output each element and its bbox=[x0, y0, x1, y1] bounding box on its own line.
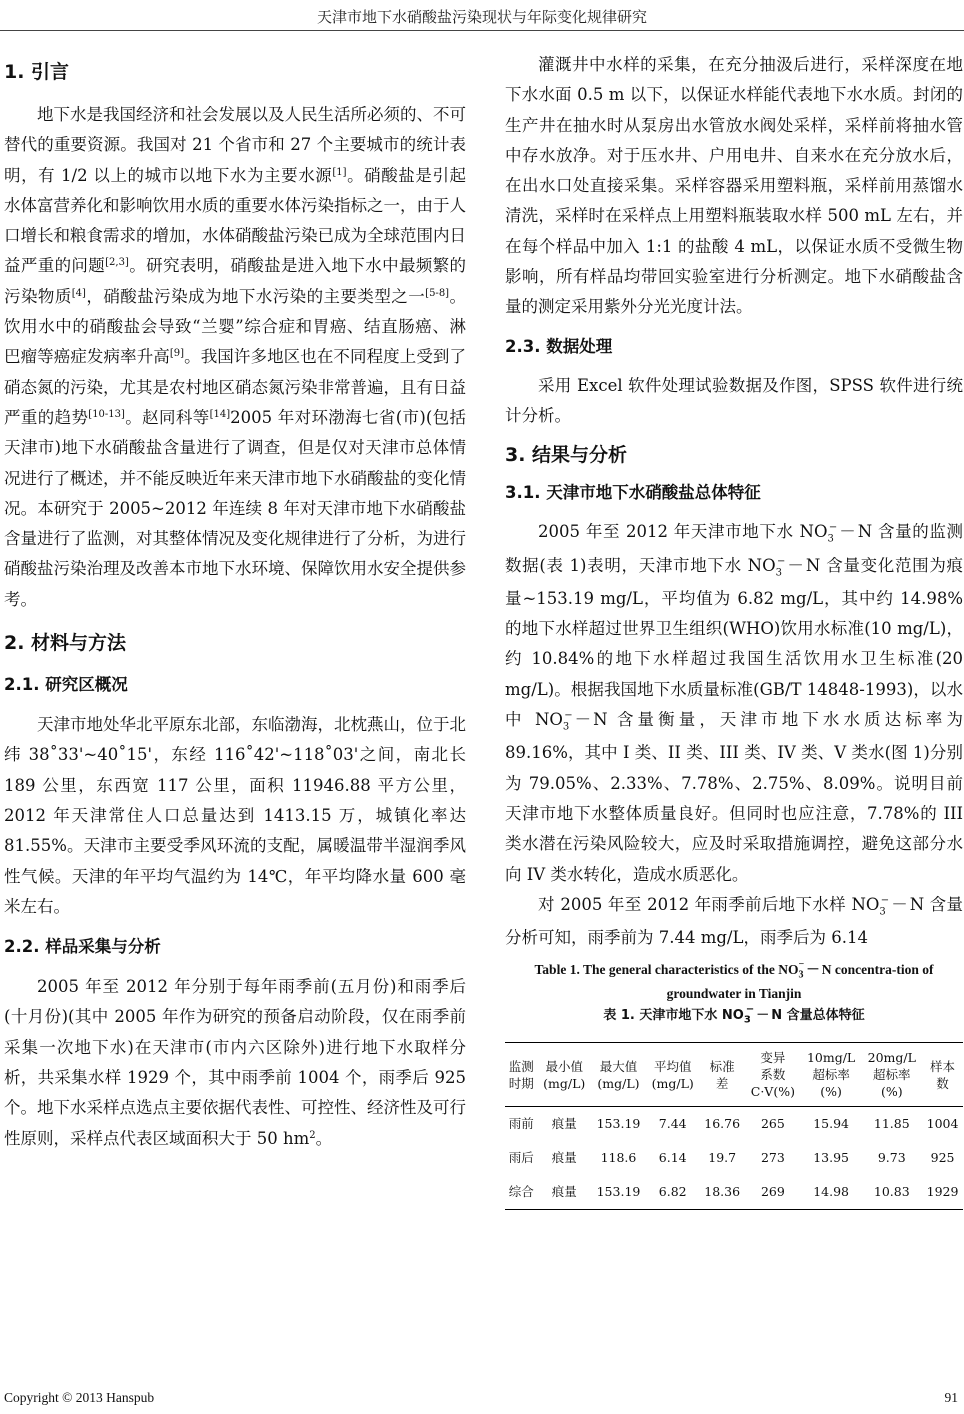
text-run: 。饮用水中的硝酸盐会导致“兰婴”综合症和胃癌、结直肠癌、淋巴瘤等癌症发病率升高 bbox=[4, 286, 467, 367]
table-cell: 18.36 bbox=[699, 1175, 745, 1210]
table-cell: 1929 bbox=[922, 1175, 963, 1210]
table-caption-en bbox=[505, 959, 963, 1005]
caption-text: 含量总体特征 bbox=[782, 1008, 865, 1024]
chem-sub: 3 bbox=[743, 1015, 751, 1027]
chem-n: N bbox=[771, 1008, 783, 1024]
table-cell: 7.44 bbox=[658, 1116, 687, 1132]
section-heading-results: 3. 结果与分析 bbox=[505, 444, 628, 467]
table-cell: 153.19 bbox=[596, 1116, 641, 1132]
chem-ion: NO bbox=[721, 1008, 744, 1024]
citation: [4] bbox=[71, 287, 86, 299]
text-run: 。硝酸盐是引起水体富营养化和影响饮用水质的重要水体污染指标之一，由于人口增长和粮食需求的增加，水体硝酸盐污染已成为全球范围内日益严重的问题 bbox=[4, 165, 467, 276]
chem-dash: － bbox=[574, 710, 592, 730]
table-cell: 15.94 bbox=[813, 1116, 849, 1132]
chem-dash: － bbox=[756, 1008, 770, 1024]
running-head: 天津市地下水硝酸盐污染现状与年际变化规律研究 bbox=[316, 8, 647, 26]
table-cell: 综合 bbox=[505, 1175, 538, 1210]
table-row bbox=[505, 1175, 963, 1210]
chem-sub: 3 bbox=[827, 533, 834, 545]
text-run: 含量变化范围为痕量~153.19 mg/L，平均值为 6.82 mg/L，其中约 14.98%的地下水样超过世界卫生组织(WHO)饮用水标准(10 mg/L)，约 10.84%的地下水样超过我国生活饮用水卫生标准(20 mg/L)。根据我国地下水质量标准(GB/T 14848-1993)，以水中 bbox=[505, 555, 963, 730]
chem-charge: − bbox=[828, 522, 838, 534]
chem-charge: − bbox=[798, 959, 805, 971]
paragraph-study-area: 天津市地处华北平原东北部，东临渤海，北枕燕山，位于北纬 38˚33'~40˚15'，东经 116˚42'~118˚03'之间，南北长 189 公里，东西宽 117 公里，面积 11946.88 平方公里，2012 年天津常住人口总量达到 1413.15 万，城镇化率达 81.55%。天津市主要受季风环流的支配，属暖温带半湿润季风性气候。天津的年平均气温约为 14℃，年平均降水量 600 毫米左右。 bbox=[4, 715, 466, 916]
chem-n: N bbox=[821, 962, 832, 978]
table-cell: 925 bbox=[930, 1150, 955, 1166]
paragraph-results-1 bbox=[505, 517, 963, 890]
header-rule bbox=[0, 30, 964, 31]
table-header-cell: 10mg/L 超标率 (%) bbox=[801, 1043, 862, 1107]
table-cell: 19.7 bbox=[708, 1150, 737, 1166]
table-cell: 14.98 bbox=[801, 1175, 862, 1210]
nitrate-formula bbox=[534, 710, 608, 733]
chem-dash: － bbox=[806, 962, 820, 978]
subsection-heading-data: 2.3. 数据处理 bbox=[505, 336, 613, 356]
text-run: 。赵同科等 bbox=[124, 407, 210, 427]
chem-n: N bbox=[593, 710, 608, 730]
nitrate-formula bbox=[747, 555, 821, 578]
chem-ion: NO bbox=[778, 962, 799, 978]
nitrate-formula bbox=[799, 522, 873, 545]
table-cell: 9.73 bbox=[877, 1150, 906, 1166]
table-header-cell: 变异 系数 C·V(%) bbox=[745, 1043, 801, 1107]
chem-sub: 3 bbox=[562, 721, 570, 733]
chem-sub: 3 bbox=[798, 970, 804, 982]
paragraph-intro bbox=[4, 100, 466, 615]
table-header-cell: 样本 数 bbox=[922, 1043, 963, 1107]
table-header-cell: 最大值 (mg/L) bbox=[591, 1043, 646, 1107]
paragraph-sampling-cont: 灌溉井中水样的采集，在充分抽汲后进行，采样深度在地下水水面 0.5 m 以下，以保证水样能代表地下水水质。封闭的生产井在抽水时从泵房出水管放水阀处采样，采样前将抽水管中存水放净。对于压水井、户用电井、自来水在充分放水后，在出水口处直接采集。采样容器采用塑料瓶，采样前用蒸馏水清洗，采样时在采样点上用塑料瓶装取水样 500 mL 左右，并在每个样品中加入 1:1 的盐酸 4 mL，以保证水质不受微生物影响，所有样品均带回实验室进行分析测定。地下水硝酸盐含量的测定采用紫外分光光度计法。 bbox=[505, 55, 963, 317]
text-run: 对 2005 年至 2012 年雨季前后地下水样 bbox=[538, 894, 852, 914]
text-run: 地下水是我国经济和社会发展以及人民生活所必须的、不可替代的重要资源。我国对 21 个省市和 27 个主要城市的统计表明，有 1/2 以上的城市以地下水为主要水源 bbox=[4, 105, 466, 185]
citation: [1] bbox=[332, 166, 347, 178]
left-column bbox=[4, 50, 466, 1154]
table-cell: 雨前 bbox=[508, 1116, 534, 1132]
paragraph-data: 采用 Excel 软件处理试验数据及作图，SPSS 软件进行统计分析。 bbox=[505, 375, 963, 425]
table-cell: 痕量 bbox=[551, 1116, 577, 1132]
text-run: ，硝酸盐污染成为地下水污染的主要类型之一 bbox=[85, 286, 426, 306]
chem-dash: － bbox=[787, 555, 804, 575]
chem-charge: − bbox=[564, 710, 573, 722]
table-nitrate-characteristics bbox=[505, 1042, 963, 1210]
table-cell: 265 bbox=[760, 1116, 785, 1132]
chem-ion: NO bbox=[747, 555, 776, 575]
page-number: 91 bbox=[944, 1390, 958, 1405]
subsection-heading-study-area: 2.1. 研究区概况 bbox=[4, 675, 128, 695]
caption-text: Table 1. The general characteristics of the bbox=[534, 962, 779, 978]
chem-charge: − bbox=[745, 1004, 755, 1016]
table-header-cell: 最小值 (mg/L) bbox=[538, 1043, 591, 1107]
text-run: 含量衡量，天津市地下水水质达标率为 89.16%，其中 I 类、II 类、III 类、IV 类、V 类水(图 1)分别为 79.05%、2.33%、7.78%、2.75%、8.09%。说明目前天津市地下水整体质量良好。但同时也应注意，7.78%的 III 类水潜在污染风险较大，应及时采取措施调控，避免这部分水向 IV 类水转化，造成水质恶化。 bbox=[505, 710, 963, 884]
citation: [10-13] bbox=[88, 408, 125, 420]
chem-dash: － bbox=[891, 894, 908, 914]
table-cell: 10.83 bbox=[861, 1175, 922, 1210]
chem-ion: NO bbox=[799, 522, 828, 542]
citation: [5-8] bbox=[425, 287, 450, 299]
citation: [14] bbox=[209, 408, 231, 420]
table-cell: 273 bbox=[760, 1150, 785, 1166]
table-row bbox=[505, 1141, 963, 1175]
nitrate-formula bbox=[851, 894, 925, 918]
chem-n: N bbox=[909, 894, 925, 914]
caption-text: concentra-tion of groundwater in Tianjin bbox=[666, 962, 934, 1002]
copyright: Copyright © 2013 Hanspub bbox=[4, 1390, 155, 1405]
table-cell: 痕量 bbox=[538, 1175, 591, 1210]
table-cell: 6.82 bbox=[646, 1175, 699, 1210]
table-cell: 153.19 bbox=[591, 1175, 646, 1210]
chem-n: N bbox=[805, 555, 821, 575]
citation: [2,3] bbox=[105, 257, 129, 269]
text-run: 含量分析可知，雨季前为 7.44 mg/L，雨季后为 6.14 bbox=[505, 894, 963, 948]
nitrate-formula bbox=[778, 959, 832, 982]
text-run: 2005 年对环渤海七省(市)(包括天津市)地下水硝酸盐含量进行了调查，但是仅对天津市总体情况进行了概述，并不能反映近年来天津市地下水硝酸盐的变化情况。本研究于 2005~2012 年连续 8 年对天津市地下水硝酸盐含量进行了监测，对其整体情况及变化规律进行了分析，为进行硝酸盐污染治理及改善本市地下水环境、保障饮用水安全提供参考。 bbox=[4, 407, 466, 609]
text-run: 含量的监测数据(表 1)表明，天津市地下水 bbox=[505, 522, 964, 575]
superscript: 2 bbox=[309, 1129, 316, 1141]
table-cell: 6.14 bbox=[658, 1150, 687, 1166]
table-header-row bbox=[505, 1043, 963, 1107]
subsection-heading-overall: 3.1. 天津市地下水硝酸盐总体特征 bbox=[505, 483, 761, 503]
text-run: 。研究表明，硝酸盐是进入地下水中最频繁的污染物质 bbox=[4, 256, 467, 306]
section-heading-methods: 2. 材料与方法 bbox=[4, 632, 127, 655]
nitrate-formula bbox=[721, 1004, 783, 1027]
table-cell: 雨后 bbox=[508, 1150, 534, 1166]
table-row bbox=[505, 1107, 963, 1142]
caption-text: 表 1. 天津市地下水 bbox=[603, 1008, 722, 1024]
text-run: 2005 年至 2012 年分别于每年雨季前(五月份)和雨季后(十月份)(其中 2005 年作为研究的预备启动阶段，仅在雨季前采集一次地下水)在天津市(市内六区除外)进行地下水取样分析，共采集水样 1929 个，其中雨季前 1004 个，雨季后 925 个。地下水采样点选点主要依据代表性、可控性、经济性及可行性原则，采样点代表区域面积大于 50 hm bbox=[4, 977, 466, 1148]
table-cell: 13.95 bbox=[813, 1150, 849, 1166]
subsection-heading-sampling: 2.2. 样品采集与分析 bbox=[4, 937, 161, 957]
chem-ion: NO bbox=[851, 894, 880, 914]
paragraph-sampling bbox=[4, 972, 466, 1154]
table-caption-cn bbox=[505, 1005, 963, 1028]
text-run: 2005 年至 2012 年天津市地下水 bbox=[538, 522, 800, 542]
chem-sub: 3 bbox=[775, 566, 783, 578]
chem-n: N bbox=[857, 522, 873, 542]
chem-charge: − bbox=[777, 555, 786, 567]
text-run: 。 bbox=[315, 1128, 333, 1148]
table-header-cell: 监测 时期 bbox=[505, 1043, 538, 1107]
table-header-cell: 20mg/L 超标率 (%) bbox=[861, 1043, 922, 1107]
right-column bbox=[505, 50, 963, 1210]
chem-charge: − bbox=[880, 894, 890, 906]
paragraph-results-2 bbox=[505, 890, 963, 954]
table-cell: 1004 bbox=[926, 1116, 959, 1132]
chem-dash: － bbox=[839, 522, 856, 542]
table-cell: 11.85 bbox=[873, 1116, 910, 1132]
table-header-cell: 标准 差 bbox=[699, 1043, 745, 1107]
table-cell: 118.6 bbox=[600, 1150, 637, 1166]
chem-sub: 3 bbox=[879, 906, 886, 918]
citation: [9] bbox=[169, 348, 185, 360]
table-cell: 痕量 bbox=[551, 1150, 577, 1166]
chem-ion: NO bbox=[534, 710, 563, 730]
table-cell: 269 bbox=[745, 1175, 801, 1210]
table-cell: 16.76 bbox=[704, 1116, 741, 1132]
table-header-cell: 平均值 (mg/L) bbox=[646, 1043, 699, 1107]
text-run: 。我国许多地区也在不同程度上受到了硝态氮的污染，尤其是农村地区硝态氮污染非常普遍，且有日益严重的趋势 bbox=[4, 347, 467, 427]
section-heading-intro: 1. 引言 bbox=[4, 61, 70, 83]
